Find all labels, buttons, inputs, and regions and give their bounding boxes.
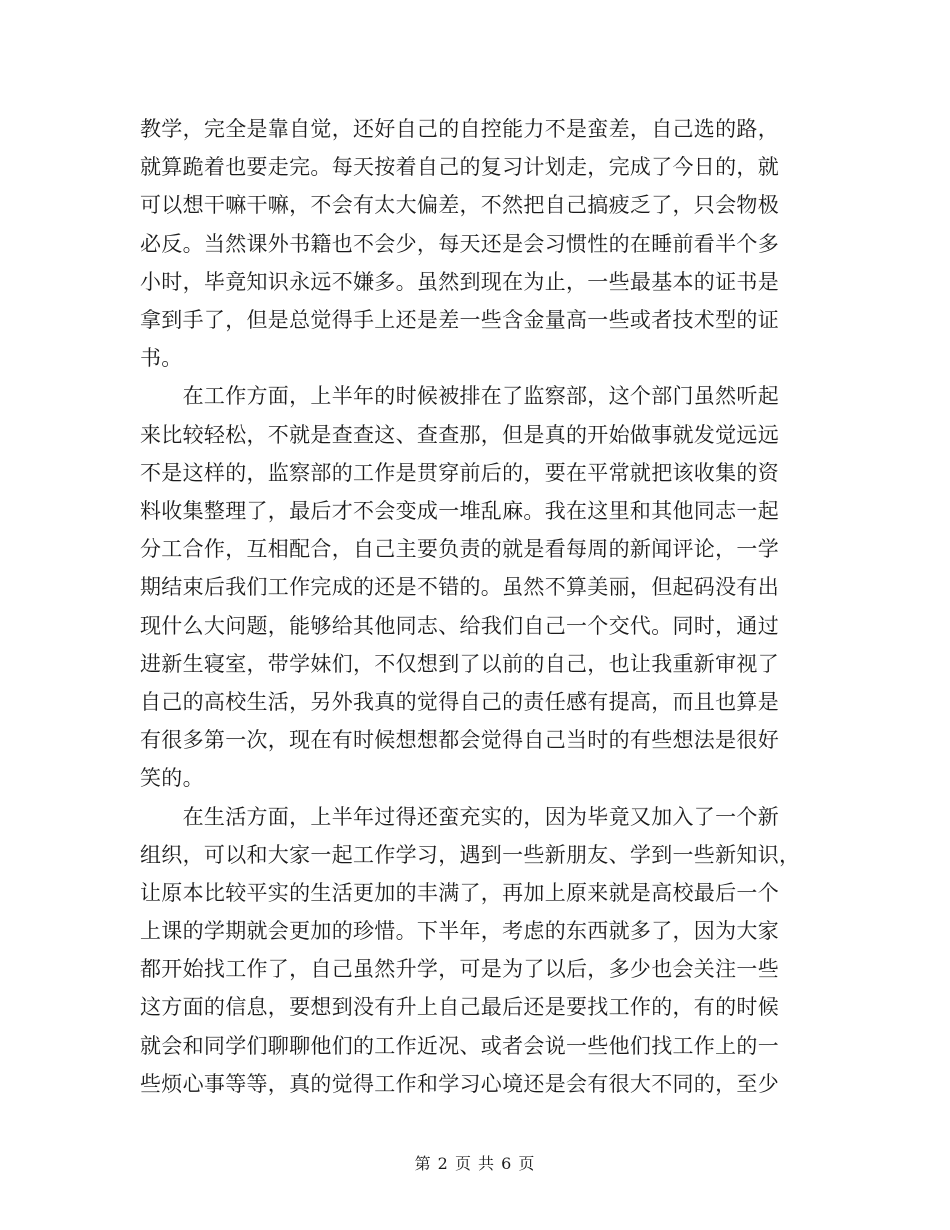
text-line: 期结束后我们工作完成的还是不错的。虽然不算美丽，但起码没有出	[140, 575, 779, 599]
page-number-footer: 第 2 页 共 6 页	[414, 1154, 536, 1173]
text-line: 现什么大问题，能够给其他同志、给我们自己一个交代。同时，通过	[140, 614, 779, 638]
text-line: 进新生寝室，带学妹们，不仅想到了以前的自己，也让我重新审视了	[140, 652, 779, 676]
text-line: 笑的。	[140, 766, 204, 790]
text-line: 就会和同学们聊聊他们的工作近况、或者会说一些他们找工作上的一	[140, 1034, 779, 1058]
text-line: 在生活方面，上半年过得还蛮充实的，因为毕竟又加入了一个新	[140, 805, 779, 829]
text-line: 这方面的信息，要想到没有升上自己最后还是要找工作的，有的时候	[140, 995, 779, 1019]
text-line: 来比较轻松，不就是查查这、查查那，但是真的开始做事就发觉远远	[140, 423, 779, 447]
text-line: 书。	[140, 346, 183, 370]
text-line: 不是这样的，监察部的工作是贯穿前后的，要在平常就把该收集的资	[140, 461, 779, 485]
text-line: 在工作方面，上半年的时候被排在了监察部，这个部门虽然听起	[140, 384, 779, 408]
text-line: 上课的学期就会更加的珍惜。下半年，考虑的东西就多了，因为大家	[140, 919, 779, 943]
text-line: 拿到手了，但是总觉得手上还是差一些含金量高一些或者技术型的证	[140, 308, 779, 332]
text-line: 让原本比较平实的生活更加的丰满了，再加上原来就是高校最后一个	[140, 881, 779, 905]
text-line: 就算跪着也要走完。每天按着自己的复习计划走，完成了今日的，就	[140, 155, 779, 179]
text-line: 些烦心事等等，真的觉得工作和学习心境还是会有很大不同的，至少	[140, 1072, 779, 1096]
text-line: 小时，毕竟知识永远不嫌多。虽然到现在为止，一些最基本的证书是	[140, 270, 779, 294]
text-line: 自己的高校生活，另外我真的觉得自己的责任感有提高，而且也算是	[140, 690, 779, 714]
text-line: 必反。当然课外书籍也不会少，每天还是会习惯性的在睡前看半个多	[140, 232, 779, 256]
text-line: 组织，可以和大家一起工作学习，遇到一些新朋友、学到一些新知识，	[140, 843, 801, 867]
text-line: 可以想干嘛干嘛，不会有太大偏差，不然把自己搞疲乏了，只会物极	[140, 193, 779, 217]
text-line: 分工合作，互相配合，自己主要负责的就是看每周的新闻评论，一学	[140, 537, 779, 561]
text-line: 料收集整理了，最后才不会变成一堆乱麻。我在这里和其他同志一起	[140, 499, 779, 523]
text-line: 教学，完全是靠自觉，还好自己的自控能力不是蛮差，自己选的路，	[140, 117, 779, 141]
text-line: 有很多第一次，现在有时候想想都会觉得自己当时的有些想法是很好	[140, 728, 779, 752]
text-line: 都开始找工作了，自己虽然升学，可是为了以后，多少也会关注一些	[140, 957, 779, 981]
